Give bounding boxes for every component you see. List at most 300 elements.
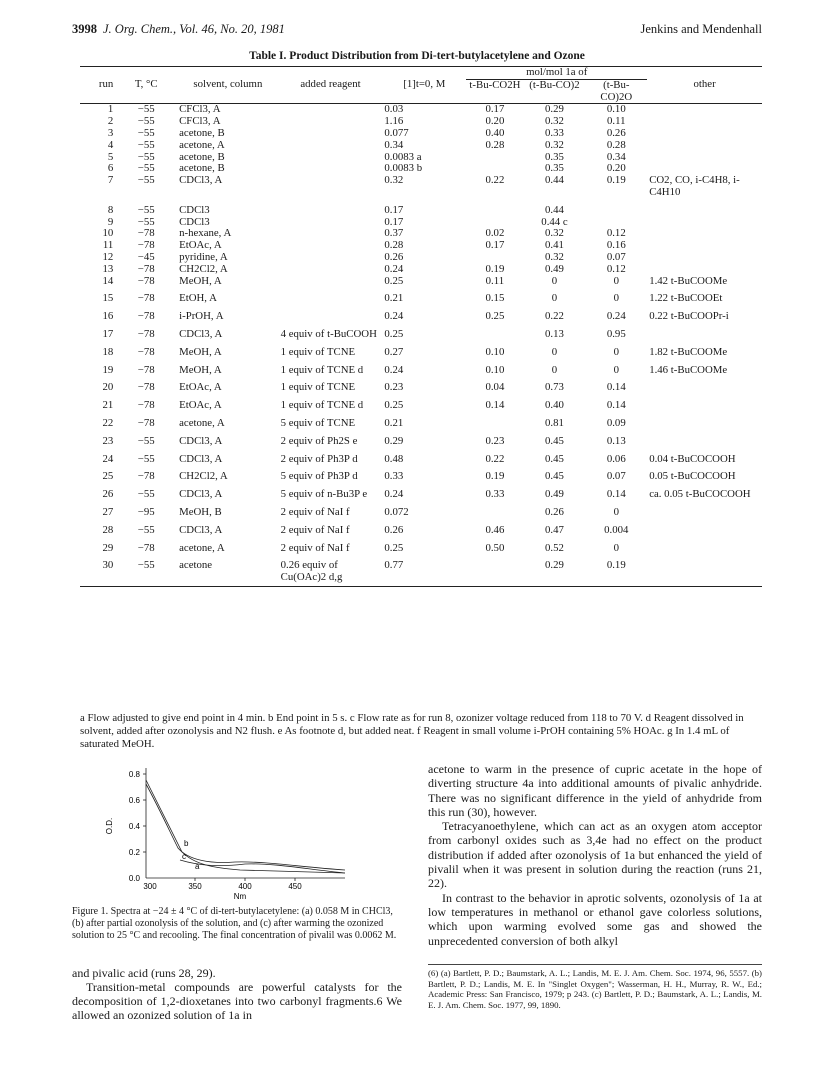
table-cell: 0.23 (485, 434, 505, 447)
table-cell: EtOH, A (179, 292, 217, 305)
table-cell: 0.07 (606, 250, 626, 263)
table-cell: EtOAc, A (179, 381, 222, 394)
table-cell (647, 116, 762, 128)
table-cell: 0 (551, 292, 558, 305)
table-cell: 0.45 (545, 470, 564, 483)
table-cell: 0.21 (384, 292, 404, 305)
uv-spectrum-figure (100, 760, 365, 900)
table-cell: CH2Cl2, A (179, 262, 228, 275)
table-cell: 0.0083 b (384, 162, 423, 175)
table-cell: −78 (137, 381, 155, 394)
table-cell: −55 (137, 150, 155, 163)
table-cell (647, 199, 762, 217)
table-row (80, 305, 762, 323)
table-cell (466, 501, 523, 519)
table-row (80, 140, 762, 152)
column-header: run (80, 79, 115, 104)
table-cell: −55 (137, 138, 155, 151)
table-cell: 0 (551, 274, 558, 287)
right-paragraph-2: Tetracyanoethylene, which can act as an oxygen atom acceptor from carbonyl oxides such as 3,4e had no effect on the product distribution if added after ozonolysis of 1a but enhanced the yield of pivalil when it was present in solution during the reaction (runs 21, 22). (428, 819, 762, 891)
table-cell: −55 (137, 203, 155, 216)
table-row (80, 430, 762, 448)
table-cell: 0.25 (384, 327, 404, 340)
column-header: t-Bu-CO2H (466, 79, 523, 104)
table-cell (647, 537, 762, 555)
table-cell: 0.20 (606, 162, 626, 175)
table-cell (279, 240, 383, 252)
table-cell: 0.24 (384, 488, 404, 501)
table-cell: 30 (80, 554, 115, 586)
table-cell: pyridine, A (179, 250, 228, 263)
table-cell (647, 501, 762, 519)
table-cell: 0.14 (606, 399, 626, 412)
table-cell: 0.077 (384, 126, 409, 139)
table-cell: acetone (177, 554, 279, 586)
column-header-row (80, 79, 762, 104)
table-cell: 12 (102, 250, 114, 263)
table-cell: 0.29 (545, 103, 564, 116)
table-cell: 0.45 (545, 434, 564, 447)
table-cell (647, 264, 762, 276)
table-cell: 0.10 (485, 363, 505, 376)
table-row (80, 483, 762, 501)
table-cell: −78 (137, 399, 155, 412)
table-cell: 14 (102, 274, 114, 287)
table-cell: 0.32 (545, 250, 564, 263)
table-cell: 4 equiv of t-BuCOOH (280, 327, 377, 340)
table-cell: 29 (102, 541, 114, 554)
table-row (80, 537, 762, 555)
table-cell: 0.25 (384, 274, 404, 287)
table-cell (466, 323, 523, 341)
table-cell: 0.05 t-BuCOCOOH (649, 470, 736, 483)
x-tick: 450 (288, 882, 302, 891)
column-header: [1]t=0, M (382, 79, 466, 104)
left-paragraph: Transition-metal compounds are powerful catalysts for the decomposition of 1,2-dioxetanes into two carbonyl fragments.6 We allowed an ozonized solution of 1a in (72, 980, 402, 1022)
table-cell (279, 228, 383, 240)
table-cell: −78 (137, 363, 155, 376)
table-cell: 0.03 (384, 103, 404, 116)
table-cell: CDCl3 (179, 203, 210, 216)
table-cell: 15 (102, 292, 114, 305)
table-cell: acetone, A (179, 138, 225, 151)
table-cell: 0.35 (545, 150, 564, 163)
table-cell: CFCl3, A (179, 103, 221, 116)
table-cell: −95 (137, 505, 155, 518)
table-cell: 4 (107, 138, 114, 151)
references: (6) (a) Bartlett, P. D.; Baumstark, A. L.; Landis, M. E. J. Am. Chem. Soc. 1974, 96, 5557. (b) Bartlett, P. D.; Landis, M. E. In "Singlet Oxygen"; Wasserman, H. H., Murray, R. W., Ed.; Academic Press: San Francisco, 1979; p 243. (c) Bartlett, P. D.; Baumstark, A. L.; Landis, M. E. J. Am. Chem. Soc. 1977, 99, 1890. (428, 964, 762, 1010)
table-cell: 0 (613, 292, 619, 305)
table-cell: 24 (102, 452, 114, 465)
table-cell (279, 264, 383, 276)
table-cell: 0.10 (485, 345, 505, 358)
table-cell: CH2Cl2, A (179, 470, 228, 483)
curve-label-c: c (182, 852, 186, 861)
table-cell (279, 287, 383, 305)
table-cell: 5 equiv of TCNE (280, 416, 356, 429)
table-cell: 0.24 (384, 363, 404, 376)
table-cell: 0.20 (485, 115, 505, 128)
table-cell: 0.17 (485, 103, 505, 116)
table-row (80, 341, 762, 359)
table-cell: 1.46 t-BuCOOMe (649, 363, 728, 376)
y-axis-label: O.D. (105, 817, 114, 835)
table-cell (647, 430, 762, 448)
table-cell: CFCl3, A (179, 115, 221, 128)
table-cell: CDCl3, A (179, 488, 223, 501)
y-tick: 0.2 (128, 848, 140, 857)
table-cell: 0.29 (524, 554, 586, 586)
table-cell: −78 (137, 227, 155, 240)
table-cell: MeOH, B (179, 505, 222, 518)
table-cell: 0.40 (545, 399, 564, 412)
right-paragraph-1: acetone to warm in the presence of cupric acetate in the hope of diverting structure 4a into additional amounts of pivalic anhydride. There was no significant difference in the yield of anhydride from this run (30), however. (428, 762, 762, 819)
table-cell: 16 (102, 310, 114, 323)
table-cell (585, 199, 647, 217)
table-cell: 0.14 (606, 381, 626, 394)
table-cell: −55 (137, 488, 155, 501)
table-cell: CDCl3, A (179, 523, 223, 536)
table-cell: −55 (137, 115, 155, 128)
table-cell: 0.04 (485, 381, 505, 394)
table-cell: 0.46 (485, 523, 505, 536)
table-cell: 0.21 (384, 416, 404, 429)
table-cell (466, 152, 523, 164)
table-cell: 0.48 (384, 452, 404, 465)
table-cell: 0.47 (545, 523, 564, 536)
table-cell: 0.11 (607, 115, 626, 128)
column-header: solvent, column (177, 79, 279, 104)
table-cell: 0.28 (606, 138, 626, 151)
table-cell: 0.25 (384, 399, 404, 412)
table-cell: 0.37 (384, 227, 404, 240)
table-cell: −55 (137, 434, 155, 447)
table-cell: 0.32 (545, 138, 564, 151)
table-cell: 10 (102, 227, 114, 240)
table-cell: 0.33 (545, 126, 564, 139)
table-cell: 0.52 (545, 541, 564, 554)
table-row (80, 199, 762, 217)
table-cell: CO2, CO, i-C4H8, i-C4H10 (649, 174, 740, 198)
table-cell: 0.19 (585, 554, 647, 586)
table-body (80, 104, 762, 587)
table-cell: CDCl3 (179, 215, 210, 228)
table-cell: 1 equiv of TCNE (280, 345, 356, 358)
table-cell (279, 175, 383, 199)
table-row (80, 448, 762, 466)
table-cell: 0.32 (545, 227, 564, 240)
table-cell: −55 (137, 215, 155, 228)
table-cell (647, 554, 762, 586)
table-cell: 0.25 (384, 541, 404, 554)
table-cell: n-hexane, A (179, 227, 232, 240)
table-cell: −78 (137, 292, 155, 305)
table-cell: 0.23 (384, 381, 404, 394)
table-cell: −55 (137, 162, 155, 175)
table-cell: 1.16 (384, 115, 404, 128)
table-cell: 0.17 (384, 215, 404, 228)
table-cell: 1 equiv of TCNE (280, 381, 356, 394)
table-cell: acetone, A (179, 416, 225, 429)
table-cell: 0.16 (606, 239, 626, 252)
table-row (80, 128, 762, 140)
table-cell: 11 (102, 239, 114, 252)
table-cell: 1 (107, 103, 114, 116)
table-cell: 0.49 (545, 488, 564, 501)
table-cell: 0.22 t-BuCOOPr-i (649, 310, 729, 323)
table-cell: −45 (137, 250, 155, 263)
table-cell: −55 (137, 452, 155, 465)
table-cell: 0 (551, 363, 558, 376)
curve-label-a: a (195, 862, 200, 871)
table-cell (647, 252, 762, 264)
table-cell: 0.13 (606, 434, 626, 447)
table-cell: 0.02 (485, 227, 505, 240)
table-row (80, 175, 762, 199)
table-cell: 0 (613, 541, 619, 554)
table-cell (647, 323, 762, 341)
table-cell (647, 128, 762, 140)
table-cell: 0.27 (384, 345, 404, 358)
right-column-text (428, 762, 762, 948)
table-cell (279, 128, 383, 140)
column-header: added reagent (279, 79, 383, 104)
table-cell: 0.29 (384, 434, 404, 447)
table-cell: 0.44 (545, 203, 564, 216)
table-row (80, 276, 762, 288)
table-cell (279, 252, 383, 264)
table-row (80, 519, 762, 537)
table-title: Table I. Product Distribution from Di-tert-butylacetylene and Ozone (249, 50, 585, 62)
curve-a (146, 780, 345, 873)
table-cell: 0.73 (545, 381, 564, 394)
y-tick: 0.4 (128, 822, 140, 831)
table-cell: 0.25 (485, 310, 505, 323)
table-cell: −78 (137, 262, 155, 275)
table-cell: 0.17 (384, 203, 404, 216)
table-cell: 20 (102, 381, 114, 394)
table-cell (647, 519, 762, 537)
table-cell: 0.10 (606, 103, 626, 116)
table-cell: acetone, B (179, 126, 225, 139)
figure-caption: Figure 1. Spectra at −24 ± 4 °C of di-tert-butylacetylene: (a) 0.058 M in CHCl3, (b) after partial ozonolysis of the solution, and (c) after warming the ozonized solution to 25 °C and recooling. The final concentration of pivalil was 0.0062 M. (72, 906, 397, 941)
curve-c (180, 860, 345, 873)
table-cell: 0.32 (545, 115, 564, 128)
table-cell: 0.44 c (541, 215, 568, 228)
table-cell: 0.17 (485, 239, 505, 252)
table-cell: 2 equiv of NaI f (280, 505, 350, 518)
x-axis-label: Nm (233, 892, 247, 900)
group-header: mol/mol 1a of (466, 67, 647, 80)
table-cell: 0.072 (384, 505, 409, 518)
table-cell: 2 equiv of NaI f (280, 523, 350, 536)
table-cell: 13 (102, 262, 114, 275)
table-cell: 0.77 (382, 554, 466, 586)
table-cell (466, 412, 523, 430)
table-cell: 0.49 (545, 262, 564, 275)
table-cell (279, 104, 383, 116)
table-cell: 2 equiv of Ph3P d (280, 452, 358, 465)
table-cell (466, 199, 523, 217)
table-row (80, 412, 762, 430)
table-cell (647, 228, 762, 240)
table-cell: 0.34 (384, 138, 404, 151)
table-cell: acetone, A (179, 541, 225, 554)
y-tick: 0.0 (128, 874, 140, 883)
table-row (80, 287, 762, 305)
x-tick: 300 (143, 882, 157, 891)
table-cell (647, 217, 762, 229)
table-cell: 19 (102, 363, 114, 376)
right-paragraph-3: In contrast to the behavior in aprotic solvents, ozonolysis of 1a at low temperatures in methanol or ethanol gave colorless solutions, which upon warming evolved some gas and showed the unprecedented conversion of both alkyl (428, 890, 762, 948)
curve-label-b: b (184, 839, 189, 848)
table-cell (279, 140, 383, 152)
table-cell (279, 116, 383, 128)
table-cell (647, 376, 762, 394)
table-cell: 0.22 (545, 310, 564, 323)
table-cell: 0.24 (384, 310, 404, 323)
y-tick: 0.6 (128, 796, 140, 805)
table-cell: 2 equiv of NaI f (280, 541, 350, 554)
table-cell: 0 (613, 363, 619, 376)
table-row (80, 323, 762, 341)
table-cell: 0.004 (604, 523, 629, 536)
table-cell (279, 276, 383, 288)
table-row (80, 465, 762, 483)
y-tick: 0.8 (128, 770, 140, 779)
table-cell: 0.28 (485, 138, 505, 151)
table-cell: 0.14 (485, 399, 505, 412)
x-tick: 350 (188, 882, 202, 891)
table-row (80, 359, 762, 377)
page-number: 3998 (72, 22, 97, 36)
table-cell: 1.42 t-BuCOOMe (649, 274, 728, 287)
left-column-text (72, 966, 402, 1022)
table-row (80, 554, 762, 586)
journal-citation: J. Org. Chem., Vol. 46, No. 20, 1981 (103, 22, 285, 36)
table-cell (466, 252, 523, 264)
column-header: T, °C (115, 79, 177, 104)
table-cell: 0.26 (545, 505, 564, 518)
table-cell (279, 305, 383, 323)
table-cell: 2 (107, 115, 114, 128)
table-cell: 28 (102, 523, 114, 536)
table-cell: MeOH, A (179, 274, 222, 287)
left-body-line: and pivalic acid (runs 28, 29). (72, 966, 216, 980)
table-cell: 1 equiv of TCNE d (280, 363, 364, 376)
table-cell: −55 (115, 554, 177, 586)
table-cell: 0.40 (485, 126, 505, 139)
table-cell: EtOAc, A (179, 239, 222, 252)
table-cell: acetone, B (179, 150, 225, 163)
column-header: (t-Bu-CO)2O (585, 79, 647, 104)
table-cell: −55 (137, 103, 155, 116)
table-cell: 5 equiv of Ph3P d (280, 470, 358, 483)
table-cell: 0.33 (485, 488, 505, 501)
table-cell: −78 (137, 470, 155, 483)
table-cell: −78 (137, 239, 155, 252)
product-distribution-table (80, 66, 762, 587)
table-cell: 6 (107, 162, 114, 175)
table-cell: 26 (102, 488, 114, 501)
table-cell (647, 394, 762, 412)
table-cell: −78 (137, 274, 155, 287)
table-cell: −55 (137, 126, 155, 139)
table-row (80, 376, 762, 394)
table-cell: 0.19 (606, 174, 626, 187)
table-cell: 3 (107, 126, 114, 139)
table-cell: 0.06 (606, 452, 626, 465)
table-cell: 0.26 (384, 250, 404, 263)
table-cell: acetone, B (179, 162, 225, 175)
table-cell: 7 (107, 174, 114, 187)
table-cell (466, 554, 523, 586)
table-cell: 23 (102, 434, 114, 447)
table-cell: −78 (137, 327, 155, 340)
table-cell: i-PrOH, A (179, 310, 224, 323)
table-cell: 0.50 (485, 541, 505, 554)
table-cell: 0.19 (485, 262, 505, 275)
table-cell (647, 104, 762, 116)
table-cell: 0.09 (606, 416, 626, 429)
table-cell: MeOH, A (179, 363, 222, 376)
table-cell: 8 (107, 203, 114, 216)
table-cell: 0.12 (606, 262, 626, 275)
table-cell (279, 199, 383, 217)
table-row (80, 501, 762, 519)
table-cell: 1.82 t-BuCOOMe (649, 345, 728, 358)
table-cell (279, 217, 383, 229)
table-cell: 0.81 (545, 416, 564, 429)
header-authors: Jenkins and Mendenhall (640, 22, 762, 36)
table-cell: 0.22 (485, 174, 505, 187)
table-cell (279, 152, 383, 164)
table-cell: 0.26 equiv of Cu(OAc)2 d,g (279, 554, 383, 586)
table-cell: CDCl3, A (179, 327, 223, 340)
table-cell: 0.13 (545, 327, 564, 340)
table-cell: 0.33 (384, 470, 404, 483)
table-cell: 0.04 t-BuCOCOOH (649, 452, 736, 465)
header-left (72, 22, 285, 37)
table-cell: 0 (613, 345, 619, 358)
curve-b (146, 784, 345, 870)
table-cell: EtOAc, A (179, 399, 222, 412)
table-cell: 0.22 (485, 452, 505, 465)
table-cell: 21 (102, 399, 114, 412)
table-cell: MeOH, A (179, 345, 222, 358)
table-cell: −78 (137, 345, 155, 358)
table-cell: 17 (102, 327, 114, 340)
table-cell: CDCl3, A (179, 434, 223, 447)
table-cell: −55 (137, 174, 155, 187)
table-cell: 0.95 (606, 327, 626, 340)
table-cell: 0.26 (384, 523, 404, 536)
table-cell: 0.44 (545, 174, 564, 187)
table-cell: 0.07 (606, 470, 626, 483)
table-cell: 2 equiv of Ph2S e (280, 434, 358, 447)
table-cell: 0.45 (545, 452, 564, 465)
table-cell (279, 163, 383, 175)
x-tick: 400 (238, 882, 252, 891)
table-cell: −78 (137, 310, 155, 323)
column-header: other (647, 79, 762, 104)
table-cell: 9 (107, 215, 114, 228)
table-cell: 0.14 (606, 488, 626, 501)
table-cell: −55 (137, 523, 155, 536)
table-cell: ca. 0.05 t-BuCOCOOH (649, 488, 751, 501)
table-cell: 0.0083 a (384, 150, 422, 163)
table-cell: −78 (137, 541, 155, 554)
